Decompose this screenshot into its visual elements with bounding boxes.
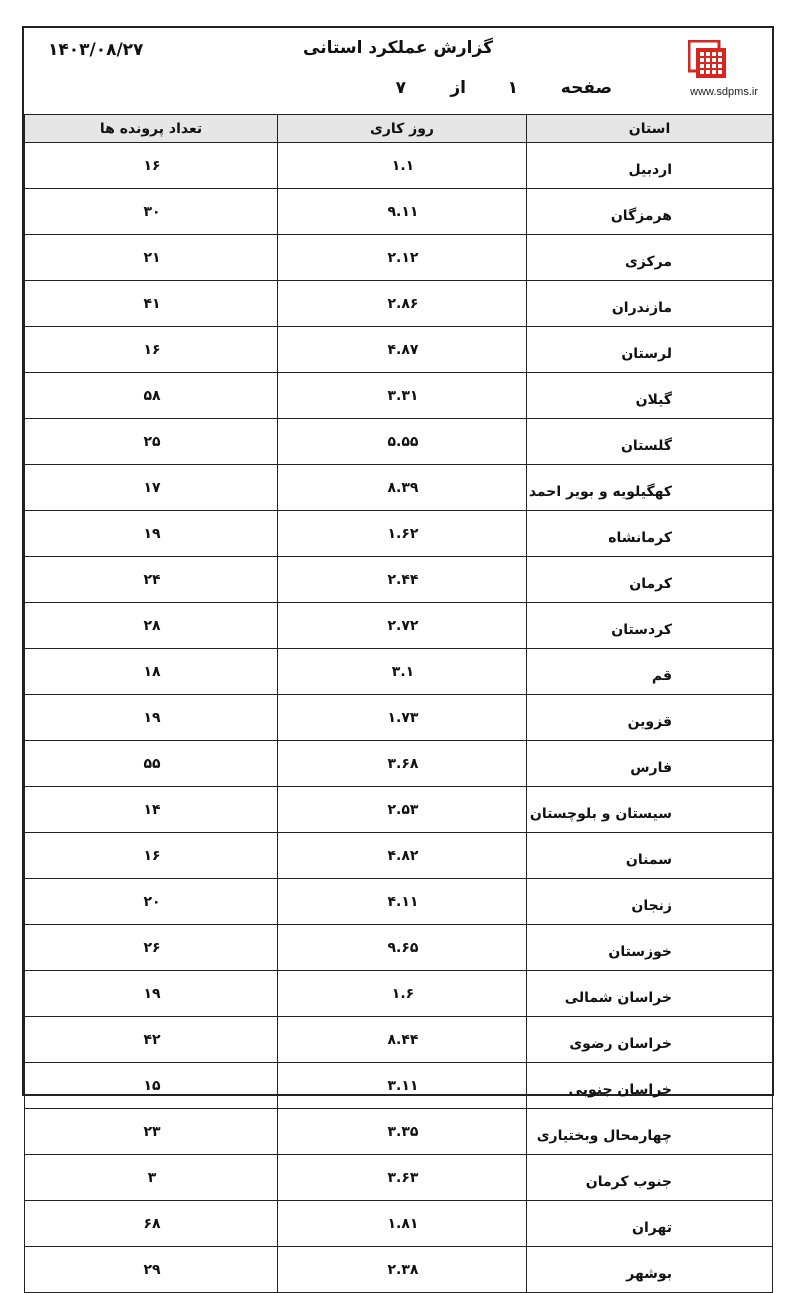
workdays-cell: ۹.۶۵ bbox=[278, 925, 527, 971]
workdays-cell: ۳.۳۱ bbox=[278, 373, 527, 419]
province-cell: تهران bbox=[527, 1201, 773, 1247]
cases-cell: ۲۹ bbox=[25, 1247, 278, 1293]
table-row bbox=[25, 511, 773, 557]
province-cell: جنوب کرمان bbox=[527, 1155, 773, 1201]
province-cell: قزوین bbox=[527, 695, 773, 741]
workdays-cell: ۱.۷۳ bbox=[278, 695, 527, 741]
province-cell: گلستان bbox=[527, 419, 773, 465]
page-label: صفحه bbox=[560, 78, 612, 98]
table-row bbox=[25, 1201, 773, 1247]
column-header-cases: تعداد پرونده ها bbox=[25, 115, 278, 143]
table-row bbox=[25, 1063, 773, 1109]
report-page bbox=[22, 26, 774, 1282]
workdays-cell: ۵.۵۵ bbox=[278, 419, 527, 465]
table-row bbox=[25, 695, 773, 741]
workdays-cell: ۲.۱۲ bbox=[278, 235, 527, 281]
workdays-cell: ۲.۴۴ bbox=[278, 557, 527, 603]
province-cell: بوشهر bbox=[527, 1247, 773, 1293]
province-cell: هرمزگان bbox=[527, 189, 773, 235]
province-cell: سیستان و بلوچستان bbox=[527, 787, 773, 833]
cases-cell: ۳ bbox=[25, 1155, 278, 1201]
logo-url: www.sdpms.ir bbox=[690, 86, 758, 98]
cases-cell: ۱۶ bbox=[25, 143, 278, 189]
page-total: ۷ bbox=[395, 78, 406, 98]
workdays-cell: ۱.۱ bbox=[278, 143, 527, 189]
cases-cell: ۱۶ bbox=[25, 327, 278, 373]
workdays-cell: ۴.۱۱ bbox=[278, 879, 527, 925]
workdays-cell: ۳.۱ bbox=[278, 649, 527, 695]
table-row bbox=[25, 465, 773, 511]
table-row bbox=[25, 971, 773, 1017]
workdays-cell: ۳.۶۸ bbox=[278, 741, 527, 787]
workdays-cell: ۲.۸۶ bbox=[278, 281, 527, 327]
report-header bbox=[24, 28, 772, 114]
table-row bbox=[25, 603, 773, 649]
logo-icon bbox=[688, 40, 728, 80]
table-row bbox=[25, 879, 773, 925]
cases-cell: ۲۴ bbox=[25, 557, 278, 603]
table-row bbox=[25, 373, 773, 419]
province-cell: فارس bbox=[527, 741, 773, 787]
cases-cell: ۱۸ bbox=[25, 649, 278, 695]
cases-cell: ۱۷ bbox=[25, 465, 278, 511]
report-title: گزارش عملکرد استانی bbox=[303, 38, 493, 58]
workdays-cell: ۴.۸۲ bbox=[278, 833, 527, 879]
workdays-cell: ۴.۸۷ bbox=[278, 327, 527, 373]
cases-cell: ۲۳ bbox=[25, 1109, 278, 1155]
province-cell: خراسان شمالی bbox=[527, 971, 773, 1017]
workdays-cell: ۱.۸۱ bbox=[278, 1201, 527, 1247]
table-row bbox=[25, 1017, 773, 1063]
province-cell: زنجان bbox=[527, 879, 773, 925]
cases-cell: ۲۸ bbox=[25, 603, 278, 649]
report-date: ۱۴۰۳/۰۸/۲۷ bbox=[48, 40, 144, 60]
table-header-row bbox=[25, 115, 773, 143]
workdays-cell: ۱.۶۲ bbox=[278, 511, 527, 557]
cases-cell: ۱۹ bbox=[25, 511, 278, 557]
workdays-cell: ۲.۷۲ bbox=[278, 603, 527, 649]
province-cell: کرمانشاه bbox=[527, 511, 773, 557]
workdays-cell: ۸.۴۴ bbox=[278, 1017, 527, 1063]
table-row bbox=[25, 1247, 773, 1293]
workdays-cell: ۳.۳۵ bbox=[278, 1109, 527, 1155]
cases-cell: ۴۲ bbox=[25, 1017, 278, 1063]
cases-cell: ۵۵ bbox=[25, 741, 278, 787]
table-row bbox=[25, 235, 773, 281]
workdays-cell: ۲.۳۸ bbox=[278, 1247, 527, 1293]
column-header-province: استان bbox=[527, 115, 773, 143]
cases-cell: ۱۴ bbox=[25, 787, 278, 833]
workdays-cell: ۹.۱۱ bbox=[278, 189, 527, 235]
page-of-label: از bbox=[450, 78, 466, 98]
table-row bbox=[25, 281, 773, 327]
province-cell: اردبیل bbox=[527, 143, 773, 189]
province-cell: خوزستان bbox=[527, 925, 773, 971]
province-cell: چهارمحال وبختیاری bbox=[527, 1109, 773, 1155]
cases-cell: ۶۸ bbox=[25, 1201, 278, 1247]
workdays-cell: ۳.۱۱ bbox=[278, 1063, 527, 1109]
table-row bbox=[25, 327, 773, 373]
province-cell: کرمان bbox=[527, 557, 773, 603]
cases-cell: ۵۸ bbox=[25, 373, 278, 419]
cases-cell: ۱۵ bbox=[25, 1063, 278, 1109]
workdays-cell: ۲.۵۳ bbox=[278, 787, 527, 833]
workdays-cell: ۸.۳۹ bbox=[278, 465, 527, 511]
table-row bbox=[25, 741, 773, 787]
province-cell: مرکزی bbox=[527, 235, 773, 281]
table-row bbox=[25, 787, 773, 833]
table-row bbox=[25, 833, 773, 879]
table-row bbox=[25, 189, 773, 235]
province-cell: گیلان bbox=[527, 373, 773, 419]
cases-cell: ۲۶ bbox=[25, 925, 278, 971]
table-row bbox=[25, 1155, 773, 1201]
table-row bbox=[25, 557, 773, 603]
province-cell: سمنان bbox=[527, 833, 773, 879]
table-row bbox=[25, 143, 773, 189]
province-cell: لرستان bbox=[527, 327, 773, 373]
province-performance-table bbox=[24, 114, 773, 1293]
province-cell: کهگیلویه و بویر احمد bbox=[527, 465, 773, 511]
table-row bbox=[25, 419, 773, 465]
cases-cell: ۱۹ bbox=[25, 695, 278, 741]
workdays-cell: ۱.۶ bbox=[278, 971, 527, 1017]
column-header-workdays: روز کاری bbox=[278, 115, 527, 143]
cases-cell: ۱۹ bbox=[25, 971, 278, 1017]
table-row bbox=[25, 649, 773, 695]
province-cell: قم bbox=[527, 649, 773, 695]
cases-cell: ۱۶ bbox=[25, 833, 278, 879]
workdays-cell: ۳.۶۳ bbox=[278, 1155, 527, 1201]
province-cell: مازندران bbox=[527, 281, 773, 327]
page-current: ۱ bbox=[507, 78, 518, 98]
cases-cell: ۲۱ bbox=[25, 235, 278, 281]
cases-cell: ۳۰ bbox=[25, 189, 278, 235]
cases-cell: ۴۱ bbox=[25, 281, 278, 327]
province-cell: خراسان رضوی bbox=[527, 1017, 773, 1063]
cases-cell: ۲۰ bbox=[25, 879, 278, 925]
province-cell: کردستان bbox=[527, 603, 773, 649]
cases-cell: ۲۵ bbox=[25, 419, 278, 465]
page-indicator bbox=[354, 78, 614, 102]
table-row bbox=[25, 925, 773, 971]
province-cell: خراسان جنوبی bbox=[527, 1063, 773, 1109]
table-row bbox=[25, 1109, 773, 1155]
sdpms-logo bbox=[648, 40, 758, 104]
